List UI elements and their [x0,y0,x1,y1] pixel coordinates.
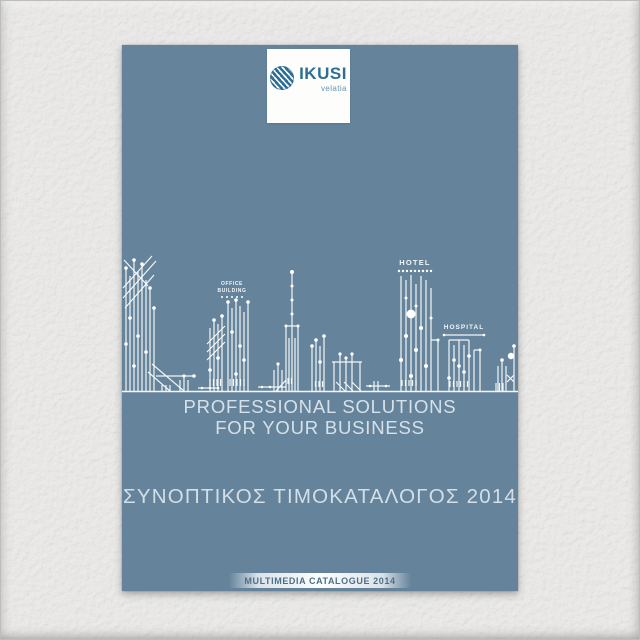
headline-line1: PROFESSIONAL SOLUTIONS [183,396,457,417]
headline-line2: FOR YOUR BUSINESS [215,417,425,438]
brand-name: IKUSI [299,64,347,83]
brand-tagline: velatia [320,84,347,93]
catalogue-cover [122,45,518,591]
skyline-label-hotel: HOTEL [399,258,431,267]
headline [122,396,518,438]
skyline-label-office-line1: OFFICE [221,281,243,287]
greek-catalogue-title: ΣΥΝΟΠΤΙΚΟΣ ΤΙΜΟΚΑΤΑΛΟΓΟΣ 2014 [122,485,518,508]
skyline-label-office-line2: BUILDING [217,288,247,294]
globe-stripes-icon [270,66,294,90]
skyline-label-hospital: HOSPITAL [443,324,485,331]
skyline-circuit-graphic [122,248,518,395]
brand-logo [270,65,347,123]
footer-metallic-bar [229,573,411,588]
brand-logo-plate [267,49,350,123]
footer-label: MULTIMEDIA CATALOGUE 2014 [244,575,396,586]
